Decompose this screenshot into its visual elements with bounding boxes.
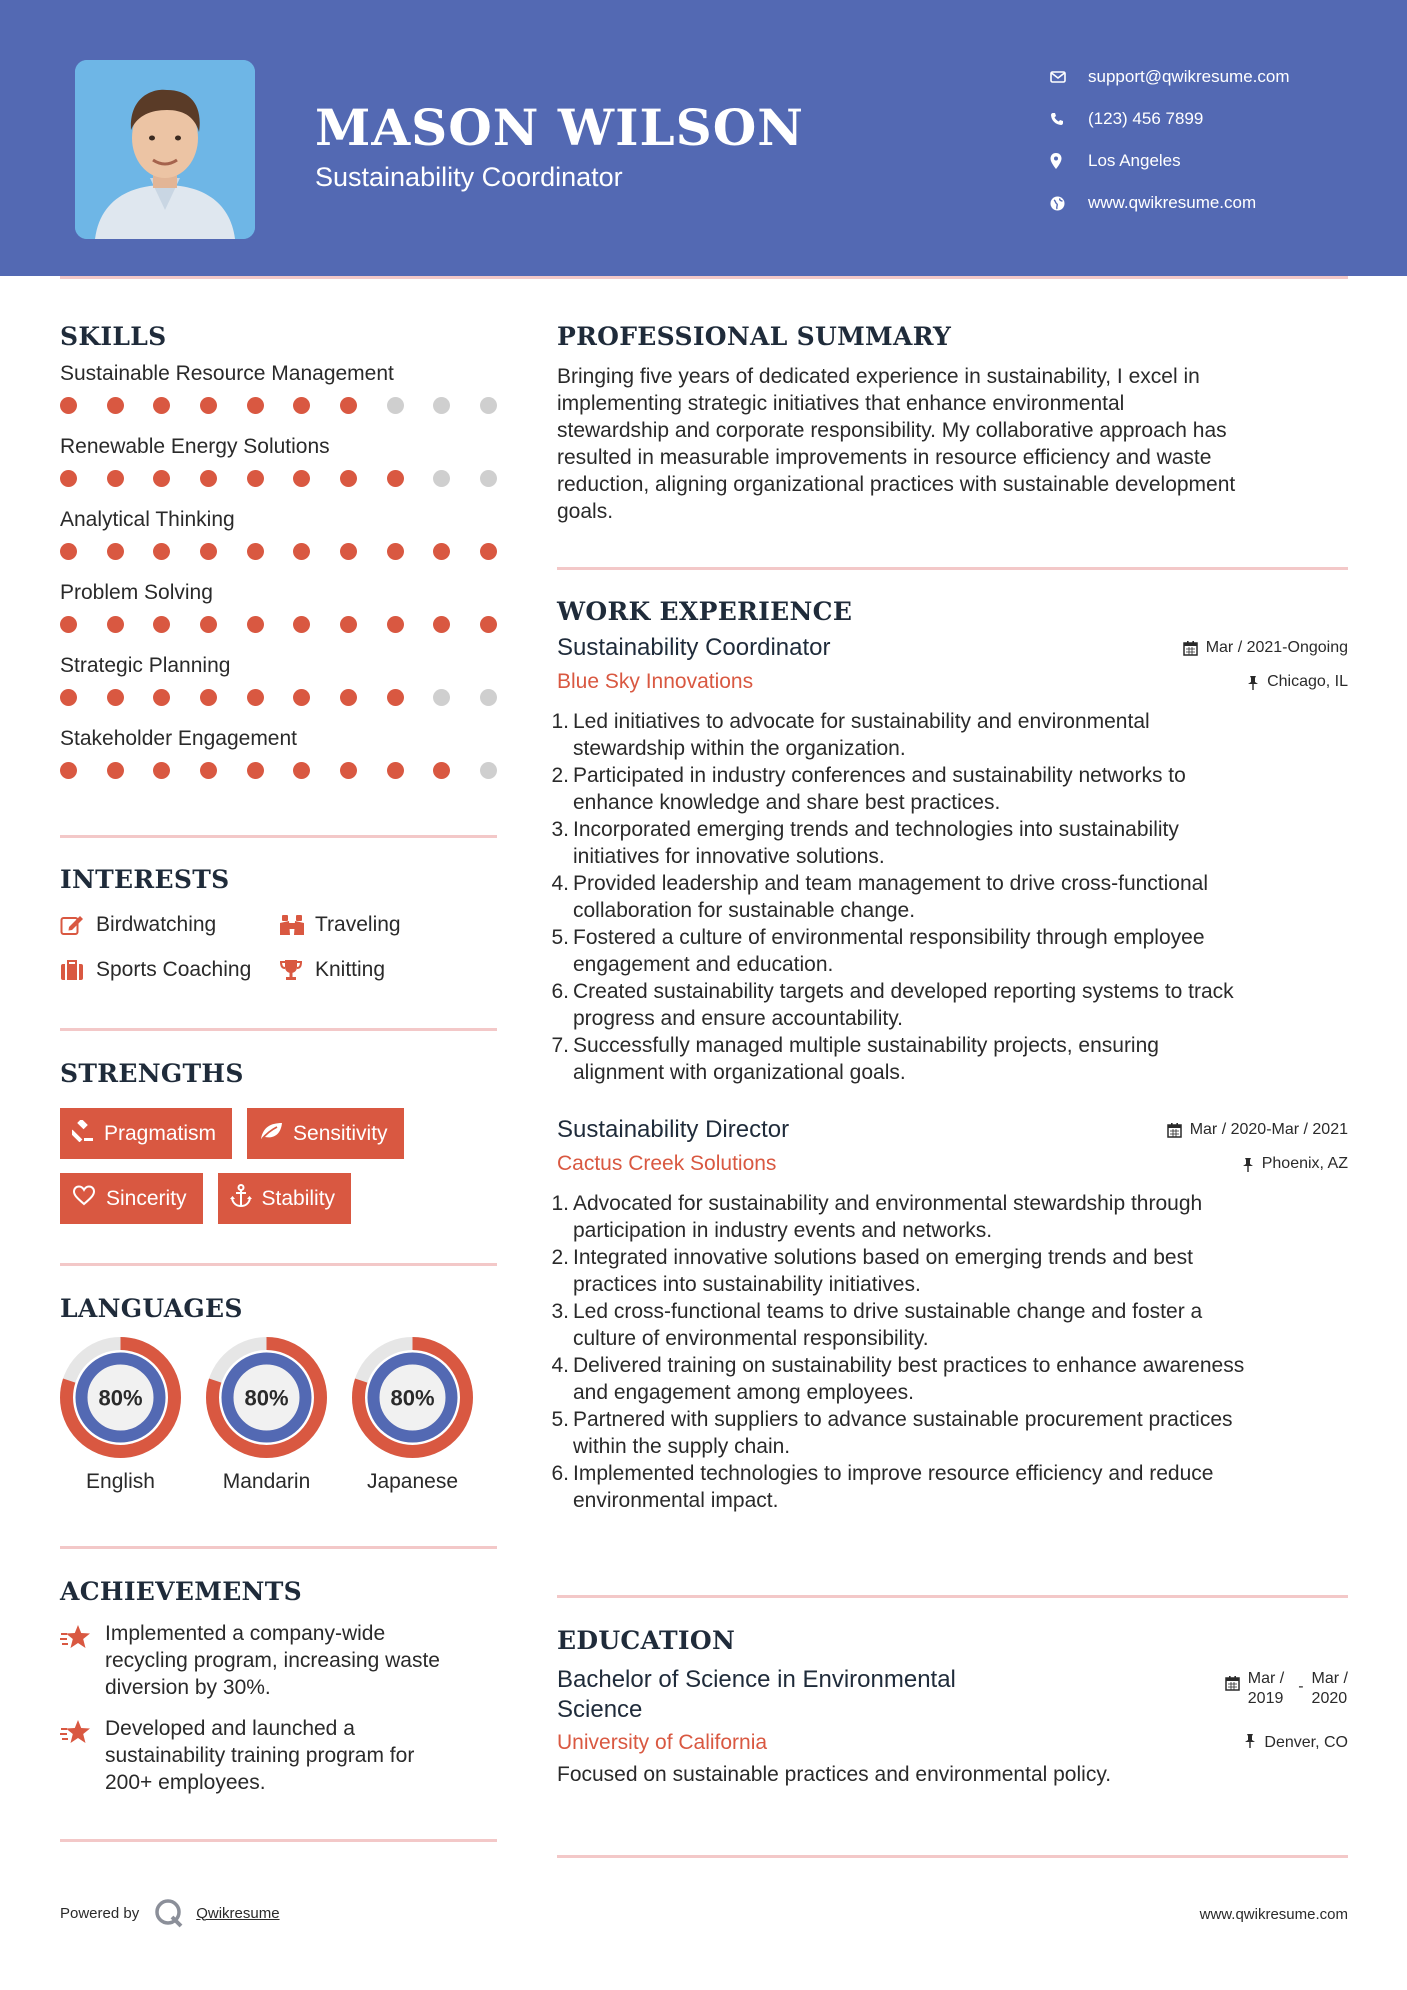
date-end-line: 2020 (1311, 1690, 1348, 1707)
bullet-line: Led initiatives to advocate for sustainability and environmental (573, 710, 1150, 733)
rating-dot-filled (107, 470, 124, 487)
education-location (1244, 1733, 1348, 1753)
star-icon (60, 1620, 105, 1701)
bullet-item (551, 1190, 1348, 1244)
rating-dot-empty (480, 762, 497, 779)
summary-line: implementing strategic initiatives that enhance environmental (557, 392, 1125, 415)
summary-text (557, 363, 1348, 525)
bullet-text (571, 1298, 1202, 1352)
interest-label: Birdwatching (96, 912, 217, 936)
edit-icon (60, 914, 96, 936)
section-divider (557, 567, 1348, 570)
rating-dot-filled (200, 616, 217, 633)
interest-label: Sports Coaching (96, 957, 252, 981)
strengths-section (60, 1059, 497, 1224)
skills-title: SKILLS (60, 322, 167, 351)
achievement-line: diversion by 30%. (105, 1676, 271, 1699)
skills-section (60, 322, 497, 797)
education-head (557, 1665, 1348, 1725)
rating-dot-filled (200, 543, 217, 560)
job-title: Sustainability Director (557, 1116, 790, 1143)
bullet-line: culture of environmental responsibility. (573, 1327, 929, 1350)
job-entry (551, 634, 1348, 1086)
date-text: Mar / 2021-Ongoing (1205, 639, 1348, 656)
rating-dot-filled (340, 762, 357, 779)
rating-dot-filled (433, 616, 450, 633)
achievement-text (105, 1715, 490, 1796)
skill-name: Strategic Planning (60, 654, 231, 677)
bullet-item (551, 978, 1348, 1032)
powered-by-text: Powered by (60, 1904, 140, 1922)
pushpin-icon (1244, 1733, 1256, 1753)
interests-title: INTERESTS (60, 865, 230, 894)
rating-dot-empty (433, 689, 450, 706)
rating-dot-filled (387, 543, 404, 560)
summary-title: PROFESSIONAL SUMMARY (557, 322, 952, 351)
bullet-line: stewardship within the organization. (573, 737, 906, 760)
pushpin-icon (1242, 1157, 1254, 1172)
bullet-text (571, 870, 1208, 924)
achievement-line: recycling program, increasing waste (105, 1649, 440, 1672)
rating-dot-filled (153, 689, 170, 706)
binoculars-icon (279, 914, 315, 936)
skill-rating (60, 607, 497, 651)
bullet-line: Partnered with suppliers to advance sustainable procurement practices (573, 1408, 1233, 1431)
rating-dot-filled (387, 689, 404, 706)
rating-dot-filled (200, 470, 217, 487)
bullet-text (571, 1406, 1233, 1460)
interest-label: Traveling (315, 912, 401, 936)
contact-location (1050, 140, 1290, 182)
contact-website[interactable] (1050, 182, 1290, 224)
strength-label: Pragmatism (104, 1121, 217, 1145)
degree-line: Science (557, 1696, 643, 1723)
envelope-icon (1050, 71, 1088, 83)
summary-line: reduction, aligning organizational practices with sustainable development (557, 473, 1236, 496)
rating-dot-empty (433, 397, 450, 414)
date-start (1248, 1669, 1284, 1709)
location-pin-icon (1050, 153, 1088, 169)
contact-phone[interactable] (1050, 98, 1290, 140)
skill-rating (60, 680, 497, 724)
bullet-number: 3. (551, 818, 569, 841)
section-divider (60, 835, 497, 838)
bullet-item (551, 1460, 1348, 1514)
interest-item (60, 958, 279, 982)
rating-dot-filled (247, 616, 264, 633)
skill-rating (60, 461, 497, 505)
bullet-line: environmental impact. (573, 1489, 779, 1512)
rating-dot-filled (60, 397, 77, 414)
achievements-title: ACHIEVEMENTS (60, 1577, 302, 1606)
summary-line: Bringing five years of dedicated experience in sustainability, I excel in (557, 365, 1200, 388)
job-bullets (551, 708, 1348, 1086)
job-head (557, 634, 1348, 662)
languages-section (60, 1294, 497, 1494)
candidate-role: Sustainability Coordinator (315, 162, 623, 192)
achievement-item (60, 1715, 497, 1796)
qwikresume-link[interactable]: Qwikresume (196, 1904, 280, 1922)
company-name: Cactus Creek Solutions (557, 1152, 777, 1175)
bullet-line: Fostered a culture of environmental responsibility through employee (573, 926, 1205, 949)
rating-dot-filled (247, 470, 264, 487)
language-item (206, 1337, 327, 1494)
rating-dot-empty (480, 470, 497, 487)
achievement-line: sustainability training program for (105, 1744, 415, 1767)
rating-dot-filled (293, 689, 310, 706)
bullet-line: alignment with organizational goals. (573, 1061, 906, 1084)
education-description: Focused on sustainable practices and environmental policy. (557, 1763, 1112, 1786)
bullet-text (571, 708, 1150, 762)
language-item (60, 1337, 181, 1494)
achievement-text (105, 1620, 490, 1701)
education-title: EDUCATION (557, 1626, 736, 1655)
bullet-item (551, 1298, 1348, 1352)
section-divider (60, 1028, 497, 1031)
gavel-icon (72, 1120, 94, 1148)
bullet-item (551, 1352, 1348, 1406)
experience-title: WORK EXPERIENCE (557, 597, 853, 626)
interests-section (60, 865, 497, 992)
bullet-text (571, 1352, 1244, 1406)
bullet-text (571, 1244, 1193, 1298)
rating-dot-filled (340, 470, 357, 487)
bullet-text (571, 1190, 1202, 1244)
bullet-item (551, 1244, 1348, 1298)
job-dates (1167, 1121, 1348, 1139)
strength-label: Sensitivity (293, 1121, 388, 1145)
section-divider (557, 1855, 1348, 1858)
strength-tag (247, 1108, 404, 1159)
summary-line: resulted in measurable improvements in resource efficiency and waste (557, 446, 1212, 469)
bullet-number: 1. (551, 710, 569, 733)
skill-rating (60, 534, 497, 578)
rating-dot-empty (433, 470, 450, 487)
rating-dot-filled (153, 470, 170, 487)
leaf-icon (259, 1121, 283, 1147)
rating-dot-filled (387, 762, 404, 779)
strengths-title: STRENGTHS (60, 1059, 244, 1088)
skills-list (60, 359, 497, 797)
strength-tag (218, 1173, 352, 1224)
pushpin-icon (1247, 675, 1259, 690)
rating-dot-filled (480, 543, 497, 560)
date-text: Mar / 2020-Mar / 2021 (1189, 1121, 1348, 1138)
rating-dot-filled (433, 543, 450, 560)
bullet-line: collaboration for sustainable change. (573, 899, 916, 922)
rating-dot-filled (480, 616, 497, 633)
skill-rating (60, 753, 497, 797)
education-sub (557, 1731, 1348, 1755)
language-donut (60, 1337, 181, 1458)
date-end-line: Mar / (1311, 1670, 1348, 1687)
qwikresume-logo-icon (154, 1898, 184, 1928)
skill-name: Renewable Energy Solutions (60, 435, 330, 458)
rating-dot-filled (293, 470, 310, 487)
skill-name: Analytical Thinking (60, 508, 235, 531)
bullet-number: 5. (551, 1408, 569, 1431)
header-banner (0, 0, 1407, 276)
rating-dot-filled (60, 470, 77, 487)
achievement-item (60, 1620, 497, 1701)
location-text: Denver, CO (1264, 1734, 1348, 1751)
bullet-number: 1. (551, 1192, 569, 1215)
rating-dot-filled (107, 616, 124, 633)
rating-dot-filled (293, 543, 310, 560)
interest-label: Knitting (315, 957, 386, 981)
bullet-line: participation in industry events and networks. (573, 1219, 993, 1242)
interest-item (60, 913, 279, 937)
rating-dot-filled (153, 616, 170, 633)
achievements-section (60, 1577, 497, 1810)
language-name: English (86, 1470, 155, 1493)
contact-website-text: www.qwikresume.com (1088, 193, 1257, 212)
job-dates (1183, 639, 1348, 657)
contact-list (1050, 56, 1290, 224)
language-name: Japanese (366, 1470, 459, 1493)
skill-name: Sustainable Resource Management (60, 362, 394, 385)
strength-tag (60, 1173, 203, 1224)
skill-name: Stakeholder Engagement (60, 727, 297, 750)
location-text: Chicago, IL (1267, 673, 1348, 690)
bullet-line: Integrated innovative solutions based on emerging trends and best (573, 1246, 1193, 1269)
bullet-line: progress and ensure accountability. (573, 1007, 903, 1030)
rating-dot-filled (293, 616, 310, 633)
candidate-name: MASON WILSON (315, 98, 804, 157)
bullet-number: 6. (551, 1462, 569, 1485)
section-divider (557, 1595, 1348, 1598)
summary-line: goals. (557, 500, 614, 523)
calendar-icon (1167, 1123, 1182, 1138)
languages-title: LANGUAGES (60, 1294, 243, 1323)
bullet-item (551, 762, 1348, 816)
interest-item (279, 913, 401, 937)
school-name: University of California (557, 1731, 768, 1754)
rating-dot-filled (60, 689, 77, 706)
achievement-line: Implemented a company-wide (105, 1622, 386, 1645)
bullet-text (571, 924, 1205, 978)
bullet-item (551, 1032, 1348, 1086)
rating-dot-filled (387, 616, 404, 633)
section-divider (60, 1263, 497, 1266)
rating-dot-empty (480, 689, 497, 706)
rating-dot-filled (247, 397, 264, 414)
summary-line: stewardship and corporate responsibility. My collaborative approach has (557, 419, 1227, 442)
interest-item (279, 958, 385, 982)
rating-dot-filled (107, 762, 124, 779)
job-entry (551, 1116, 1348, 1514)
language-name: Mandarin (222, 1470, 311, 1493)
skill-rating (60, 388, 497, 432)
bullet-line: Advocated for sustainability and environmental stewardship through (573, 1192, 1203, 1215)
rating-dot-filled (247, 543, 264, 560)
rating-dot-filled (60, 616, 77, 633)
job-bullets (551, 1190, 1348, 1514)
rating-dot-filled (107, 543, 124, 560)
bullet-item (551, 870, 1348, 924)
contact-phone-text: (123) 456 7899 (1088, 109, 1204, 128)
degree-line: Bachelor of Science in Environmental (557, 1666, 956, 1693)
language-donut (206, 1337, 327, 1458)
bullet-line: Delivered training on sustainability best practices to enhance awareness (573, 1354, 1245, 1377)
date-start-line: 2019 (1247, 1690, 1284, 1707)
job-list (551, 634, 1348, 1514)
job-head (557, 1116, 1348, 1144)
rating-dot-filled (107, 689, 124, 706)
job-sub (557, 1152, 1348, 1176)
bullet-text (571, 1460, 1213, 1514)
achievement-line: Developed and launched a (105, 1717, 355, 1740)
rating-dot-filled (200, 397, 217, 414)
rating-dot-filled (387, 470, 404, 487)
bullet-line: within the supply chain. (573, 1435, 791, 1458)
rating-dot-filled (293, 397, 310, 414)
rating-dot-filled (153, 543, 170, 560)
contact-email-text: support@qwikresume.com (1088, 67, 1290, 86)
bullet-line: Incorporated emerging trends and technologies into sustainability (573, 818, 1179, 841)
bullet-text (571, 816, 1179, 870)
achievement-line: 200+ employees. (105, 1771, 266, 1794)
rating-dot-filled (200, 762, 217, 779)
interest-row (60, 947, 497, 992)
globe-icon (1050, 196, 1088, 211)
star-icon (60, 1715, 105, 1796)
section-divider (60, 1546, 497, 1549)
calendar-icon (1183, 641, 1198, 656)
bullet-line: Created sustainability targets and developed reporting systems to track (573, 980, 1234, 1003)
skill-name: Problem Solving (60, 581, 213, 604)
education-dates (1225, 1665, 1348, 1709)
trophy-icon (279, 959, 315, 981)
job-sub (557, 670, 1348, 694)
bullet-item (551, 816, 1348, 870)
strength-tag (60, 1108, 232, 1159)
footer-website[interactable]: www.qwikresume.com (1199, 1906, 1348, 1923)
heart-icon (72, 1185, 96, 1212)
bullet-text (571, 978, 1234, 1032)
experience-section (551, 597, 1348, 1514)
location-text: Phoenix, AZ (1261, 1155, 1348, 1172)
bullet-number: 2. (551, 764, 569, 787)
bullet-number: 4. (551, 1354, 569, 1377)
job-title: Sustainability Coordinator (557, 634, 831, 661)
bullet-item (551, 1406, 1348, 1460)
bullet-number: 7. (551, 1034, 569, 1057)
education-section (557, 1626, 1348, 1787)
rating-dot-empty (387, 397, 404, 414)
rating-dot-filled (200, 689, 217, 706)
rating-dot-filled (60, 762, 77, 779)
strength-tags (60, 1108, 497, 1224)
bullet-line: practices into sustainability initiatives. (573, 1273, 921, 1296)
rating-dot-filled (340, 543, 357, 560)
rating-dot-filled (340, 616, 357, 633)
language-percent: 80% (98, 1385, 143, 1411)
bullet-text (571, 762, 1186, 816)
language-item (352, 1337, 473, 1494)
contact-location-text: Los Angeles (1088, 151, 1181, 170)
bullet-line: enhance knowledge and share best practices. (573, 791, 1001, 814)
rating-dot-filled (340, 689, 357, 706)
calendar-icon (1225, 1669, 1240, 1697)
bullet-number: 4. (551, 872, 569, 895)
date-separator: - (1298, 1678, 1304, 1695)
date-end (1312, 1669, 1348, 1709)
rating-dot-filled (433, 762, 450, 779)
rating-dot-filled (107, 397, 124, 414)
bullet-line: Led cross-functional teams to drive sustainable change and foster a (573, 1300, 1203, 1323)
briefcase-icon (60, 959, 96, 981)
language-percent: 80% (244, 1385, 289, 1411)
rating-dot-filled (340, 397, 357, 414)
bullet-item (551, 708, 1348, 762)
interest-row (60, 902, 497, 947)
bullet-line: Provided leadership and team management to drive cross-functional (573, 872, 1209, 895)
rating-dot-filled (247, 762, 264, 779)
anchor-icon (230, 1184, 252, 1214)
job-location (1242, 1155, 1348, 1173)
bullet-number: 2. (551, 1246, 569, 1269)
language-list (60, 1337, 497, 1494)
footer-powered (60, 1898, 280, 1928)
rating-dot-filled (153, 397, 170, 414)
strength-label: Stability (261, 1186, 336, 1210)
company-name: Blue Sky Innovations (557, 670, 754, 693)
degree-title (557, 1665, 956, 1725)
rating-dot-filled (293, 762, 310, 779)
contact-email[interactable] (1050, 56, 1290, 98)
rating-dot-filled (153, 762, 170, 779)
bullet-text (571, 1032, 1159, 1086)
bullet-line: Participated in industry conferences and sustainability networks to (573, 764, 1186, 787)
header-divider (60, 276, 1348, 279)
bullet-line: initiatives for innovative solutions. (573, 845, 885, 868)
bullet-line: Successfully managed multiple sustainability projects, ensuring (573, 1034, 1159, 1057)
bullet-line: and engagement among employees. (573, 1381, 914, 1404)
summary-section (557, 322, 1348, 525)
phone-icon (1050, 112, 1088, 126)
language-donut (352, 1337, 473, 1458)
rating-dot-filled (60, 543, 77, 560)
section-divider (60, 1839, 497, 1842)
bullet-number: 3. (551, 1300, 569, 1323)
strength-label: Sincerity (106, 1186, 187, 1210)
rating-dot-empty (480, 397, 497, 414)
rating-dot-filled (247, 689, 264, 706)
bullet-number: 6. (551, 980, 569, 1003)
bullet-number: 5. (551, 926, 569, 949)
date-start-line: Mar / (1247, 1670, 1285, 1687)
job-location (1247, 673, 1348, 691)
bullet-line: engagement and education. (573, 953, 834, 976)
bullet-item (551, 924, 1348, 978)
profile-photo (75, 60, 255, 239)
language-percent: 80% (390, 1385, 435, 1411)
bullet-line: Implemented technologies to improve resource efficiency and reduce (573, 1462, 1214, 1485)
